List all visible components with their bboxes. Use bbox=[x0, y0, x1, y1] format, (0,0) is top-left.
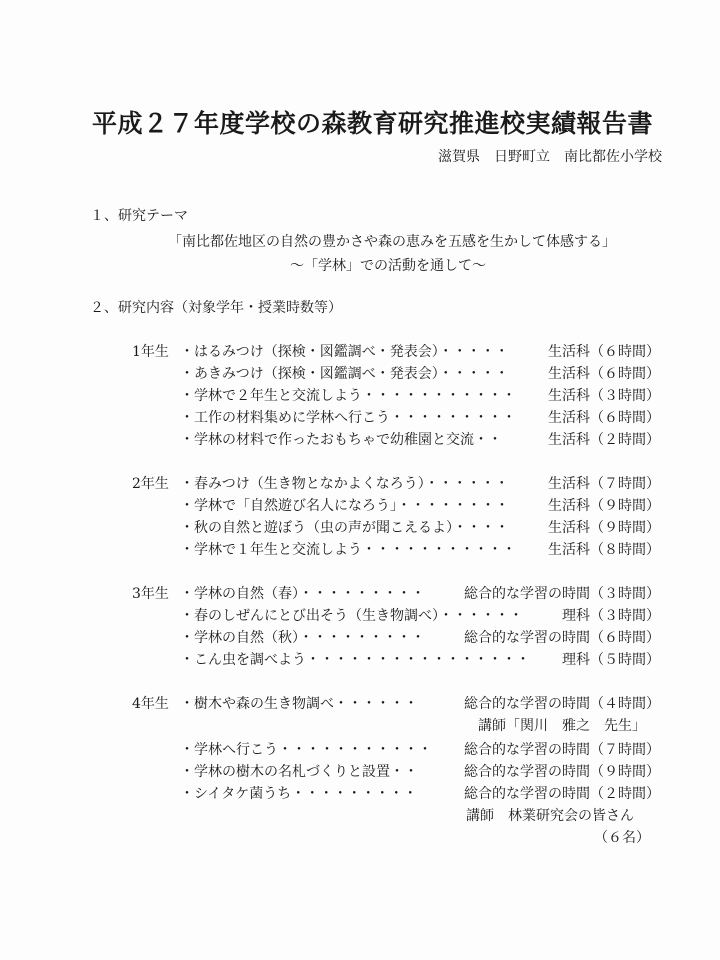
instructor-count: （６名） bbox=[594, 830, 650, 846]
table-row bbox=[132, 496, 660, 516]
table-row bbox=[132, 606, 660, 626]
table-row bbox=[132, 628, 660, 648]
activity-text: ・春みつけ（生き物となかよくなろう）・・・・・・ bbox=[180, 476, 509, 492]
grade-label: 2年生 bbox=[132, 476, 169, 492]
table-row bbox=[132, 694, 660, 714]
subject-hours: 総合的な学習の時間（９時間） bbox=[464, 764, 660, 780]
table-row bbox=[132, 364, 660, 384]
activity-text: ・秋の自然と遊ぼう（虫の声が聞こえるよ）・・・・ bbox=[180, 520, 509, 536]
activity-text: ・学林へ行こう・・・・・・・・・・・ bbox=[180, 742, 432, 758]
subject-hours: 生活科（９時間） bbox=[548, 520, 660, 536]
school-name: 滋賀県 日野町立 南比都佐小学校 bbox=[438, 149, 662, 165]
activity-text: ・学林の材料で作ったおもちゃで幼稚園と交流・・ bbox=[180, 432, 502, 448]
subject-hours: 総合的な学習の時間（４時間） bbox=[464, 696, 660, 712]
activity-text: ・学林の樹木の名札づくりと設置・・ bbox=[180, 764, 418, 780]
table-row bbox=[132, 430, 660, 450]
table-row bbox=[132, 408, 660, 428]
subject-hours: 生活科（９時間） bbox=[548, 498, 660, 514]
subject-hours: 理科（３時間） bbox=[562, 608, 660, 624]
grade-label: 1年生 bbox=[132, 344, 169, 360]
subject-hours: 生活科（８時間） bbox=[548, 542, 660, 558]
activity-text: ・工作の材料集めに学林へ行こう・・・・・・・・・ bbox=[180, 410, 516, 426]
table-row bbox=[132, 540, 660, 560]
activity-text: ・学林で１年生と交流しよう・・・・・・・・・・・ bbox=[180, 542, 516, 558]
activity-text: ・学林の自然（春）・・・・・・・・・ bbox=[180, 586, 425, 602]
instructor-note: 講師「関川 雅之 先生」 bbox=[478, 718, 646, 734]
instructor-note: 講師 林業研究会の皆さん bbox=[466, 808, 634, 824]
activity-text: ・春のしぜんにとび出そう（生き物調べ）・・・・・・ bbox=[180, 608, 523, 624]
research-theme-subtitle: ～「学林」での活動を通して～ bbox=[290, 258, 486, 274]
research-theme: 「南比都佐地区の自然の豊かさや森の恵みを五感を生かして体感する」 bbox=[168, 234, 616, 250]
subject-hours: 生活科（６時間） bbox=[548, 410, 660, 426]
table-row bbox=[132, 784, 660, 804]
page-title: 平成２７年度学校の森教育研究推進校実績報告書 bbox=[92, 109, 654, 138]
subject-hours: 生活科（６時間） bbox=[548, 344, 660, 360]
table-row bbox=[132, 740, 660, 760]
table-row bbox=[132, 518, 660, 538]
activity-text: ・学林で「自然遊び名人になろう」・・・・・・・・ bbox=[180, 498, 509, 514]
table-row bbox=[132, 762, 660, 782]
section-1-heading: １、研究テーマ bbox=[90, 208, 188, 224]
table-row bbox=[132, 650, 660, 670]
section-2-heading: ２、研究内容（対象学年・授業時数等） bbox=[90, 300, 342, 316]
grade-label: 4年生 bbox=[132, 696, 169, 712]
subject-hours: 生活科（６時間） bbox=[548, 366, 660, 382]
subject-hours: 生活科（７時間） bbox=[548, 476, 660, 492]
subject-hours: 理科（５時間） bbox=[562, 652, 660, 668]
activity-text: ・こん虫を調べよう・・・・・・・・・・・・・・・・ bbox=[180, 652, 530, 668]
activity-text: ・はるみつけ（探検・図鑑調べ・発表会）・・・・・ bbox=[180, 344, 509, 360]
activity-text: ・樹木や森の生き物調べ・・・・・・ bbox=[180, 696, 418, 712]
table-row bbox=[132, 584, 660, 604]
subject-hours: 総合的な学習の時間（３時間） bbox=[464, 586, 660, 602]
activity-text: ・あきみつけ（探検・図鑑調べ・発表会）・・・・・ bbox=[180, 366, 509, 382]
activity-text: ・シイタケ菌うち・・・・・・・・・ bbox=[180, 786, 418, 802]
activity-text: ・学林の自然（秋）・・・・・・・・・ bbox=[180, 630, 425, 646]
subject-hours: 総合的な学習の時間（７時間） bbox=[464, 742, 660, 758]
table-row bbox=[132, 342, 660, 362]
grade-label: 3年生 bbox=[132, 586, 169, 602]
subject-hours: 総合的な学習の時間（６時間） bbox=[464, 630, 660, 646]
table-row bbox=[132, 386, 660, 406]
subject-hours: 生活科（２時間） bbox=[548, 432, 660, 448]
activity-text: ・学林で２年生と交流しよう・・・・・・・・・・・ bbox=[180, 388, 516, 404]
subject-hours: 総合的な学習の時間（２時間） bbox=[464, 786, 660, 802]
table-row bbox=[132, 474, 660, 494]
subject-hours: 生活科（３時間） bbox=[548, 388, 660, 404]
